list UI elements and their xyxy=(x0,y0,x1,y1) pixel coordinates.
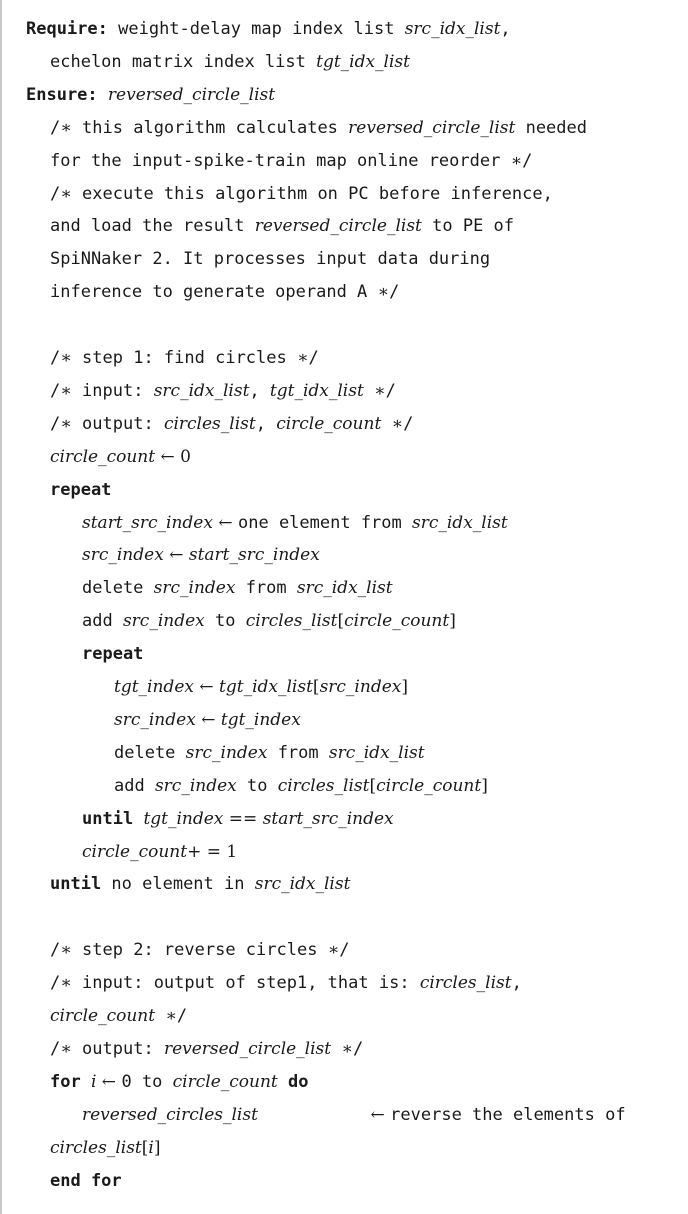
code-text: / xyxy=(339,940,350,961)
math-symbol: ← xyxy=(195,709,221,730)
code-text: / xyxy=(50,380,61,401)
keyword: Ensure: xyxy=(26,84,98,105)
math-variable: reversed_circle_list xyxy=(348,117,516,138)
code-text: / xyxy=(50,940,61,961)
code-text: step 1: find circles xyxy=(71,348,297,368)
math-variable: reversed_circle_list xyxy=(254,216,422,237)
code-text xyxy=(331,1039,341,1059)
code-text: for the input-spike-train map online reorder xyxy=(50,150,511,171)
math-symbol: ∗ xyxy=(341,1038,353,1059)
math-symbol: ∗ xyxy=(391,413,404,434)
math-symbol: ] xyxy=(449,611,456,632)
code-text: add xyxy=(82,611,123,632)
algorithm-line xyxy=(114,671,408,704)
algorithm-line xyxy=(50,178,553,211)
math-variable: start_src_index xyxy=(262,808,394,829)
algorithm-line xyxy=(50,210,514,243)
math-symbol: ] xyxy=(481,775,488,796)
code-text: / xyxy=(50,973,61,994)
code-text: delete xyxy=(114,742,186,763)
code-text: reverse the elements of xyxy=(390,1104,626,1125)
keyword: until xyxy=(50,874,102,895)
code-text: / xyxy=(176,1006,188,1026)
algorithm-line xyxy=(50,967,522,1000)
math-variable: circle_count xyxy=(50,1006,156,1026)
math-variable: tgt_idx_list xyxy=(219,677,313,697)
keyword: repeat xyxy=(82,644,144,665)
math-variable: i xyxy=(148,1137,154,1158)
code-text: and load the result xyxy=(50,216,255,237)
math-variable: reversed_circle_list xyxy=(107,84,276,105)
algorithm-line xyxy=(50,1066,308,1099)
math-variable: src_idx_list xyxy=(296,578,393,599)
math-variable: src_index xyxy=(82,545,164,566)
code-text: this algorithm calculates xyxy=(71,117,349,138)
code-text: / xyxy=(50,117,61,138)
math-variable: circle_count xyxy=(376,775,482,796)
math-variable: src_idx_list xyxy=(328,742,425,763)
code-text: / xyxy=(352,1038,364,1059)
code-text: execute this algorithm on PC before inference, xyxy=(71,183,553,204)
math-variable: circles_list xyxy=(163,413,256,434)
keyword: Require: xyxy=(26,19,108,39)
code-text: / xyxy=(50,183,61,204)
code-text: inference to generate operand A xyxy=(50,282,378,303)
math-symbol: ∗ xyxy=(374,380,386,401)
code-text xyxy=(155,1006,165,1026)
algorithm-line xyxy=(50,1000,187,1033)
code-text: delete xyxy=(82,578,154,599)
algorithm-line xyxy=(50,276,399,309)
code-text: echelon matrix index list xyxy=(50,51,317,72)
algorithm-line xyxy=(82,507,508,540)
code-text: / xyxy=(403,413,414,434)
code-text xyxy=(364,381,374,401)
code-text xyxy=(258,1105,371,1125)
code-text xyxy=(381,414,391,434)
math-symbol: ∗ xyxy=(296,348,309,368)
code-text xyxy=(81,1072,91,1092)
algorithm-line xyxy=(82,539,320,572)
algorithm-line xyxy=(114,770,488,803)
algorithm-line xyxy=(50,145,532,178)
math-symbol: ← xyxy=(370,1104,391,1125)
math-variable: tgt_idx_list xyxy=(269,380,364,401)
code-text: from xyxy=(235,578,297,599)
math-symbol: ← xyxy=(193,677,220,697)
math-symbol: ∗ xyxy=(377,282,390,303)
algorithm-line xyxy=(26,13,511,46)
code-text: / xyxy=(522,150,533,171)
keyword: do xyxy=(288,1071,309,1092)
algorithm-line xyxy=(82,638,143,671)
code-text: from xyxy=(267,742,329,763)
math-variable: reversed_circle_list xyxy=(163,1038,332,1059)
algorithm-line xyxy=(50,112,587,145)
code-text: to xyxy=(236,775,278,796)
math-symbol: ← xyxy=(163,545,189,566)
code-text: / xyxy=(50,1038,61,1059)
algorithm-line xyxy=(50,474,111,507)
algorithm-line xyxy=(50,441,191,474)
math-variable: circles_list xyxy=(419,973,512,994)
code-text: to xyxy=(204,611,246,632)
code-text xyxy=(98,85,108,105)
math-variable: reversed_circles_list xyxy=(82,1104,258,1125)
code-text xyxy=(133,809,143,829)
math-symbol: ∗ xyxy=(327,940,340,961)
math-symbol: ] xyxy=(153,1137,161,1158)
algorithm-line xyxy=(50,934,350,967)
code-text: / xyxy=(50,413,61,434)
code-text: output: xyxy=(71,1038,164,1059)
math-variable: src_index xyxy=(154,775,237,796)
math-variable: circles_list xyxy=(245,611,338,632)
math-variable: circles_list xyxy=(50,1137,142,1158)
math-variable: circle_count xyxy=(276,413,382,434)
algorithm-line xyxy=(50,1165,122,1198)
math-symbol: [ xyxy=(312,677,320,697)
math-variable: src_index xyxy=(185,742,268,763)
math-variable: src_index xyxy=(122,611,205,632)
code-text: SpiNNaker 2. It processes input data during xyxy=(50,249,491,270)
math-variable: circle_count xyxy=(82,841,188,862)
code-text: / xyxy=(389,282,400,303)
code-text: , xyxy=(511,973,522,994)
math-variable: circle_count xyxy=(172,1071,278,1092)
math-variable: i xyxy=(90,1071,97,1092)
math-symbol: ∗ xyxy=(165,1006,177,1026)
keyword: for xyxy=(50,1071,81,1092)
math-variable: tgt_index xyxy=(220,709,301,730)
algorithm-line xyxy=(50,375,396,408)
code-text: input: xyxy=(71,380,154,401)
algorithm-line xyxy=(114,704,301,737)
math-symbol: ← xyxy=(96,1071,122,1092)
math-symbol: [ xyxy=(337,611,345,632)
math-variable: circles_list xyxy=(277,775,370,796)
algorithm-line xyxy=(82,572,393,605)
math-symbol: ∗ xyxy=(60,117,72,138)
code-text: / xyxy=(385,380,396,401)
math-symbol: + = 1 xyxy=(187,841,238,862)
math-variable: tgt_index xyxy=(114,677,194,697)
code-text: no element in xyxy=(101,874,255,895)
code-text: / xyxy=(308,348,319,368)
math-variable: src_index xyxy=(114,709,196,730)
math-variable: tgt_index xyxy=(143,808,224,829)
math-variable: src_index xyxy=(319,677,402,697)
algorithm-line xyxy=(82,836,237,869)
math-symbol: ∗ xyxy=(60,413,72,434)
code-text: 0 to xyxy=(121,1071,173,1092)
math-symbol: ∗ xyxy=(60,183,72,204)
keyword: end for xyxy=(50,1170,122,1191)
algorithm-line xyxy=(50,1132,160,1165)
code-text: , xyxy=(249,380,270,401)
math-symbol: ← 0 xyxy=(155,446,191,467)
math-symbol: ∗ xyxy=(510,150,523,171)
algorithm-line xyxy=(50,46,410,79)
math-variable: start_src_index xyxy=(188,545,320,566)
math-variable: tgt_idx_list xyxy=(316,51,410,72)
math-symbol: == xyxy=(223,808,263,829)
algorithm-line xyxy=(50,1033,363,1066)
algorithm-line xyxy=(82,605,456,638)
math-variable: circle_count xyxy=(50,446,156,467)
algorithm-line xyxy=(50,342,319,375)
code-text: add xyxy=(114,775,155,796)
math-variable: start_src_index xyxy=(82,512,213,533)
algorithm-line xyxy=(50,868,350,901)
math-symbol: ∗ xyxy=(60,348,72,368)
code-text: one element from xyxy=(238,512,412,533)
code-text: to PE of xyxy=(421,216,515,237)
math-variable: src_index xyxy=(153,578,236,599)
math-symbol: [ xyxy=(141,1137,149,1158)
math-symbol: ∗ xyxy=(60,1038,72,1059)
math-symbol: ∗ xyxy=(60,940,72,961)
math-variable: src_idx_list xyxy=(412,512,508,533)
code-text: step 2: reverse circles xyxy=(71,940,328,961)
code-text: / xyxy=(50,348,61,368)
math-symbol: ← xyxy=(212,512,238,533)
math-symbol: ∗ xyxy=(60,380,72,401)
algorithm-line xyxy=(82,1099,626,1132)
keyword: until xyxy=(82,808,134,829)
code-text: weight-delay map index list xyxy=(107,19,405,39)
code-text: input: output of step1, that is: xyxy=(71,973,420,994)
code-text: needed xyxy=(515,117,587,138)
code-text: , xyxy=(500,19,511,39)
math-symbol: ∗ xyxy=(60,973,72,994)
math-symbol: [ xyxy=(369,775,377,796)
code-text: , xyxy=(255,413,277,434)
algorithm-line xyxy=(114,737,425,770)
code-text: output: xyxy=(71,413,164,434)
algorithm-line xyxy=(50,243,490,276)
algorithm-line xyxy=(26,79,275,112)
math-symbol: ] xyxy=(401,677,408,697)
algorithm-line xyxy=(82,803,394,836)
code-text xyxy=(278,1072,288,1092)
algorithm-line xyxy=(50,408,413,441)
math-variable: src_idx_list xyxy=(404,19,501,39)
math-variable: src_idx_list xyxy=(254,874,351,895)
math-variable: circle_count xyxy=(344,611,450,632)
keyword: repeat xyxy=(50,479,112,500)
math-variable: src_idx_list xyxy=(153,380,250,401)
